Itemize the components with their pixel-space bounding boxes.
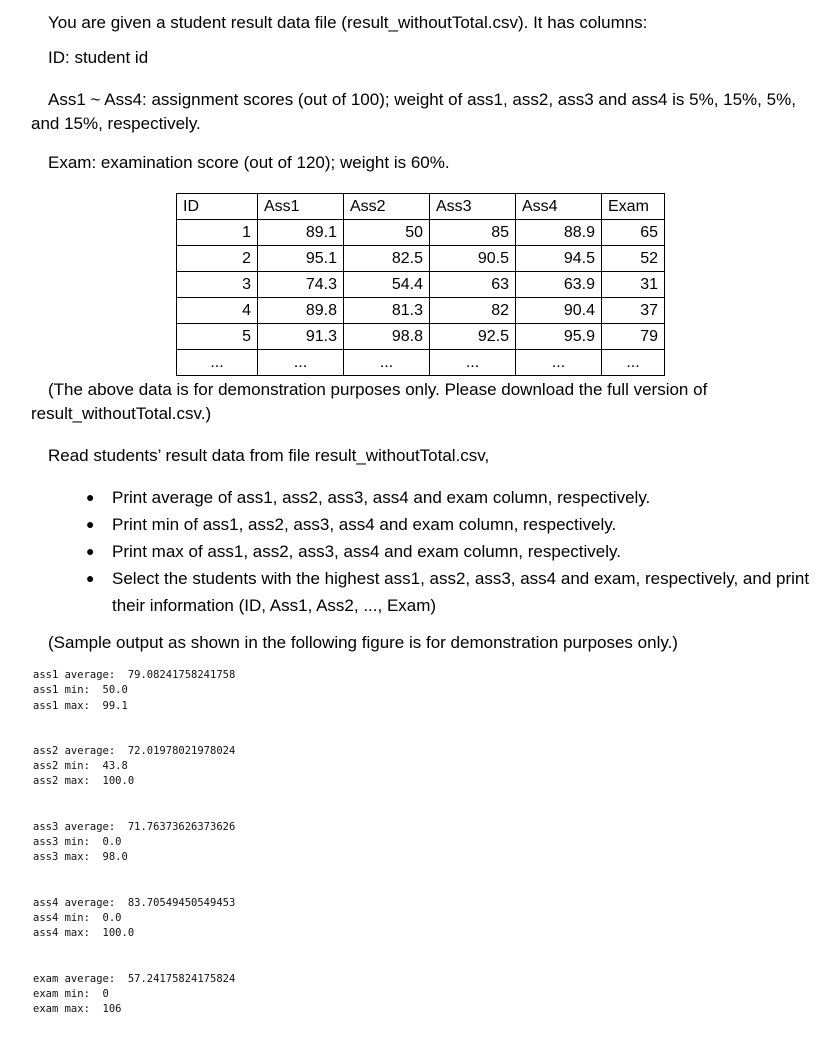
table-cell: 50: [344, 220, 430, 246]
table-cell: 65: [602, 220, 665, 246]
demo-note-line2: result_withoutTotal.csv.): [31, 404, 212, 423]
table-row: [177, 298, 665, 324]
console-line: ass1 average: 79.08241758241758: [33, 669, 236, 681]
table-cell: 90.4: [516, 298, 602, 324]
list-item-text: Print average of ass1, ass2, ass3, ass4 and exam column, respectively.: [112, 488, 651, 507]
console-line: ass4 max: 100.0: [33, 927, 135, 940]
list-item: [80, 565, 810, 619]
list-item-text: Print max of ass1, ass2, ass3, ass4 and exam column, respectively.: [112, 542, 621, 561]
bullet-icon: ●: [86, 570, 95, 586]
console-line: ass3 max: 98.0: [33, 851, 128, 864]
table-cell: 82: [430, 298, 516, 324]
list-item: [80, 484, 810, 511]
table-cell: 90.5: [430, 246, 516, 272]
table-row: [177, 324, 665, 350]
header-ass1: Ass1: [258, 194, 344, 220]
col-ass-description-line1: Ass1 ~ Ass4: assignment scores (out of 100); weight of ass1, ass2, ass3 and ass4 is 5%, 15%, 5%,: [48, 90, 796, 109]
col-id-description: ID: student id: [48, 48, 149, 67]
table-cell: 95.1: [258, 246, 344, 272]
console-group-ass3: [33, 820, 235, 866]
table-cell: 81.3: [344, 298, 430, 324]
table-cell: 1: [177, 220, 258, 246]
console-line: ass3 average: 71.76373626373626: [33, 820, 236, 833]
intro-text: You are given a student result data file (result_withoutTotal.csv). It has columns:: [48, 13, 648, 32]
header-ass4: Ass4: [516, 194, 602, 220]
table-cell: 82.5: [344, 246, 430, 272]
table-cell: 88.9: [516, 220, 602, 246]
console-group-exam: [33, 972, 235, 1018]
console-line: ass4 min: 0.0: [33, 911, 122, 924]
list-item: [80, 511, 810, 538]
table-cell: 92.5: [430, 324, 516, 350]
demo-note-line1: (The above data is for demonstration purposes only. Please download the full version of: [48, 380, 708, 399]
table-cell: 74.3: [258, 272, 344, 298]
table-cell: ...: [344, 350, 430, 376]
table-row: [177, 272, 665, 298]
console-line: ass2 max: 100.0: [33, 775, 135, 788]
read-instruction: Read students’ result data from file result_withoutTotal.csv,: [48, 446, 490, 465]
console-group-ass1: [33, 668, 235, 714]
header-ass3: Ass3: [430, 194, 516, 220]
table-row: [177, 220, 665, 246]
table-cell: 89.1: [258, 220, 344, 246]
console-group-ass4: [33, 896, 235, 942]
table-header-row: [177, 194, 665, 220]
col-ass-description-line2: and 15%, respectively.: [31, 114, 201, 133]
result-table: [176, 193, 665, 376]
table-cell: 4: [177, 298, 258, 324]
console-line: ass4 average: 83.70549450549453: [33, 896, 236, 909]
table-cell: 89.8: [258, 298, 344, 324]
console-group-ass2: [33, 744, 235, 790]
col-exam-description: Exam: examination score (out of 120); weight is 60%.: [48, 153, 450, 172]
console-line: exam max: 106: [33, 1003, 122, 1016]
table-cell: ...: [258, 350, 344, 376]
list-item: [80, 538, 810, 565]
console-line: ass1 max: 99.1: [33, 699, 128, 712]
table-cell: 3: [177, 272, 258, 298]
console-line: ass3 min: 0.0: [33, 836, 122, 849]
table-cell: 63.9: [516, 272, 602, 298]
header-exam: Exam: [602, 194, 665, 220]
table-row: [177, 246, 665, 272]
table-cell: 94.5: [516, 246, 602, 272]
list-item-text: Print min of ass1, ass2, ass3, ass4 and exam column, respectively.: [112, 515, 617, 534]
table-cell: 5: [177, 324, 258, 350]
table-cell: ...: [177, 350, 258, 376]
console-line: exam average: 57.24175824175824: [33, 972, 236, 985]
table-cell: 54.4: [344, 272, 430, 298]
table-cell: 91.3: [258, 324, 344, 350]
bullet-icon: ●: [86, 516, 95, 532]
table-cell: 98.8: [344, 324, 430, 350]
table-cell: 63: [430, 272, 516, 298]
table-cell: 95.9: [516, 324, 602, 350]
table-cell: ...: [516, 350, 602, 376]
console-line: ass2 average: 72.01978021978024: [33, 744, 236, 757]
header-id: ID: [177, 194, 258, 220]
table-cell: 85: [430, 220, 516, 246]
bullet-icon: ●: [86, 489, 95, 505]
task-list: [80, 484, 810, 619]
table-cell: 37: [602, 298, 665, 324]
sample-console-output: [33, 668, 235, 1047]
table-cell: ...: [430, 350, 516, 376]
table-cell: ...: [602, 350, 665, 376]
console-line: ass2 min: 43.8: [33, 760, 128, 773]
bullet-icon: ●: [86, 543, 95, 559]
table-cell: 31: [602, 272, 665, 298]
table-cell: 2: [177, 246, 258, 272]
console-line: exam min: 0: [33, 987, 109, 1000]
console-line: ass1 min: 50.0: [33, 684, 128, 697]
table-cell: 79: [602, 324, 665, 350]
list-item-text: Select the students with the highest ass1, ass2, ass3, ass4 and exam, respectively, and print their information (ID, Ass1, Ass2, ..., Exam): [112, 569, 810, 615]
table-cell: 52: [602, 246, 665, 272]
header-ass2: Ass2: [344, 194, 430, 220]
table-row-ellipsis: [177, 350, 665, 376]
sample-output-note: (Sample output as shown in the following figure is for demonstration purposes only.): [48, 633, 678, 652]
